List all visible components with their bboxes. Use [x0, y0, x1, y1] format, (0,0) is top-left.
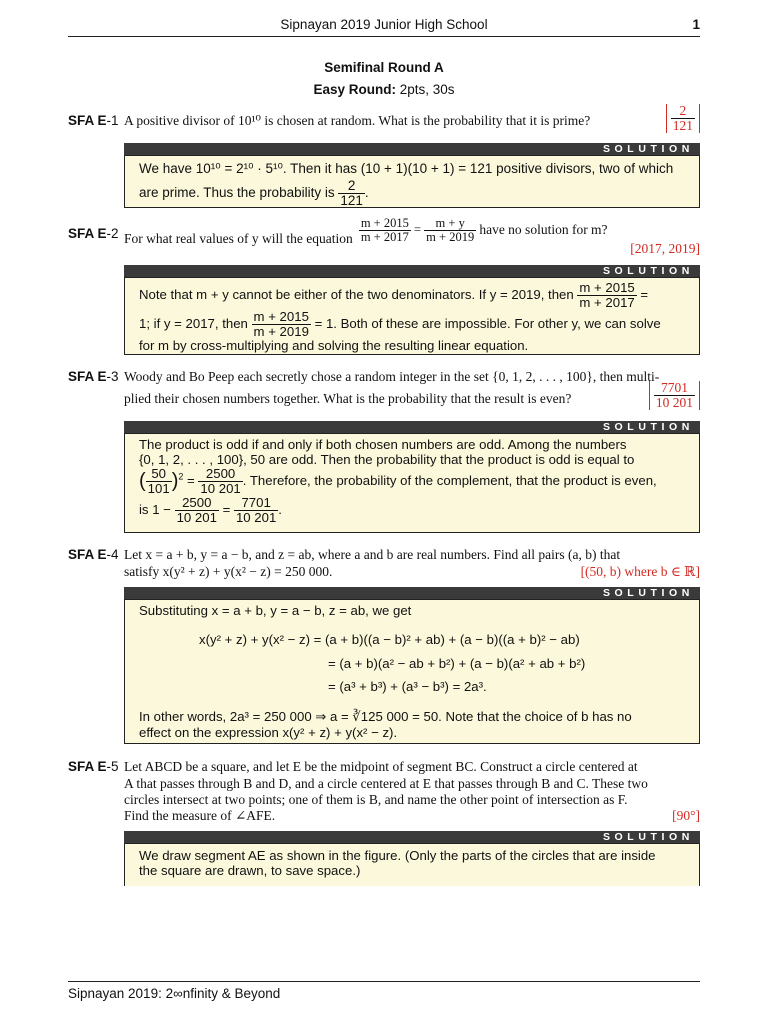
- solution-equation: x(y² + z) + y(x² − z) = (a + b)((a − b)² + ab) + (a − b)((a + b)² − ab): [199, 632, 580, 647]
- problem-label: SFA E-3: [68, 369, 119, 384]
- answer-text: [90°]: [672, 808, 700, 823]
- problem-question: A positive divisor of 10¹⁰ is chosen at random. What is the probability that it is prime?: [124, 113, 591, 128]
- problem-question-line: Let x = a + b, y = a − b, and z = ab, where a and b are real numbers. Find all pairs (a, b) that: [124, 547, 621, 562]
- solution-equation: = (a³ + b³) + (a³ − b³) = 2a³.: [328, 679, 487, 694]
- answer-box: $\frac{7701}{10 201}$: [649, 381, 700, 410]
- solution-bar: SOLUTION: [124, 143, 700, 155]
- solution-box: The product is odd if and only if both chosen numbers are odd. Among the numbers {0, 1, 2, . . . , 100}, 50 are odd. Then the probability that the product is odd is equal to ( $\frac{50}{101}$ )$^2$ = $\frac{2500}{10 201}$ . Therefore, the probability of the complement, that the product is even, is 1 − $\frac{2500}{10 201}$ = $\frac{7701}{10 201}$ .: [124, 433, 700, 533]
- round-subtitle: [0, 82, 768, 97]
- problem-question-line: A that passes through B and D, and a circle centered at E that passes through B and C. These two: [124, 776, 648, 791]
- solution-bar: SOLUTION: [124, 265, 700, 277]
- problem-question-line: satisfy x(y² + z) + y(x² − z) = 250 000.: [124, 564, 333, 579]
- problem-question-line: plied their chosen numbers together. What is the probability that the result is even?: [124, 391, 572, 406]
- solution-box: We have 10¹⁰ = 2¹⁰ · 5¹⁰. Then it has (10 + 1)(10 + 1) = 121 positive divisors, two of which are prime. Thus the probability is $\frac{2}{121}$ .: [124, 155, 700, 208]
- round-title: Semifinal Round A: [324, 60, 444, 75]
- problem-question-line: circles intersect at two points; one of them is B, and name the other point of intersection as F.: [124, 792, 628, 807]
- round-subtitle-rest: 2pts, 30s: [395, 82, 455, 97]
- page-header: [68, 16, 700, 37]
- page-footer: Sipnayan 2019: 2∞nfinity & Beyond: [68, 981, 700, 1001]
- problem-question-line: Find the measure of ∠AFE.: [124, 808, 276, 823]
- solution-box: We draw segment AE as shown in the figure. (Only the parts of the circles that are inside the square are drawn, to save space.): [124, 843, 700, 886]
- solution-box: Note that m + y cannot be either of the two denominators. If y = 2019, then $\frac{m + 2015}{m + 2017}$ = 1; if y = 2017, then $\frac{m + 2015}{m + 2019}$ = 1. Both of these are impossible. For other y, we can solve for m by cross-multiplying and solving the resulting linear equation.: [124, 277, 700, 355]
- problem-question-line: Let ABCD be a square, and let E be the midpoint of segment BC. Construct a circle centered at: [124, 759, 638, 774]
- solution-line: effect on the expression x(y² + z) + y(x² − z).: [139, 725, 398, 740]
- solution-equation: = (a + b)(a² − ab + b²) + (a − b)(a² + ab + b²): [328, 656, 586, 671]
- solution-bar: SOLUTION: [124, 421, 700, 433]
- answer-box: $\frac{2}{121}$: [666, 104, 700, 133]
- problem-label: SFA E-2: [68, 226, 119, 241]
- round-subtitle-bold: Easy Round:: [313, 82, 396, 97]
- solution-box: [124, 599, 700, 744]
- answer-text: [(50, b) where b ∈ ℝ]: [580, 564, 700, 579]
- problem-label: SFA E-1: [68, 113, 119, 128]
- solution-bar: SOLUTION: [124, 831, 700, 843]
- solution-line: Substituting x = a + b, y = a − b, z = ab, we get: [139, 603, 412, 618]
- problem-label: SFA E-5: [68, 759, 119, 774]
- problem-question-line: Woody and Bo Peep each secretly chose a random integer in the set {0, 1, 2, . . . , 100}, then multi-: [124, 369, 660, 384]
- problem-question: For what real values of y will the equation $\frac{m + 2015}{m + 2017}$ = $\frac{m + y}{m + 2019}$ have no solution for m?: [124, 216, 608, 246]
- page-number: 1: [692, 17, 700, 32]
- problem-label: SFA E-4: [68, 547, 119, 562]
- header-title: Sipnayan 2019 Junior High School: [280, 17, 488, 32]
- solution-bar: SOLUTION: [124, 587, 700, 599]
- solution-line: In other words, 2a³ = 250 000 ⇒ a = ∛125 000 = 50. Note that the choice of b has no: [139, 709, 632, 724]
- answer-text: [2017, 2019]: [630, 241, 700, 256]
